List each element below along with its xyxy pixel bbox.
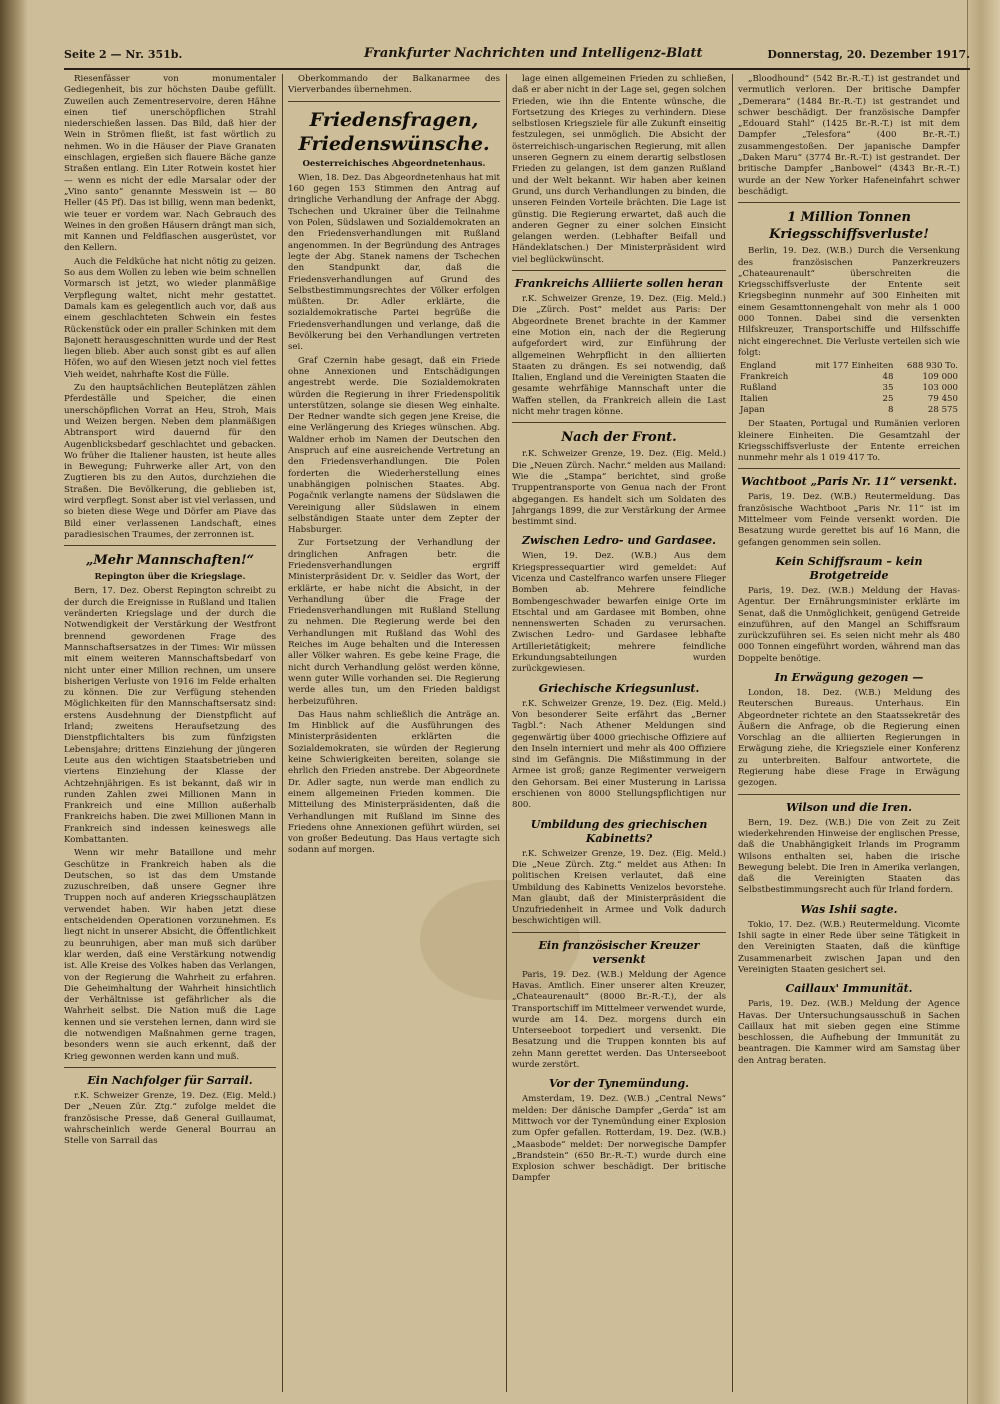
column-rule [506, 74, 507, 1392]
table-row [738, 361, 960, 372]
article-text: Wien, 18. Dez. Das Abgeordnetenhaus hat mit 160 gegen 153 Stimmen den Antrag auf dringliche Verhandlung der Anfrage der Abgg. Tschechen und Ukrainer über die Teilnahme von Polen, Südslawen und Sozialdemokraten an den Friedensverhandlungen mit Rußland angenommen. In der Begründung des Antrages legte der Abg. Stanek namens der Tschechen den Standpunkt dar, daß die Friedensverhandlungen auf Grund des Selbstbestimmungsrechtes der Völker erfolgen müßten. Dr. Adler erklärte, die sozialdemokratische Partei begrüße die Friedensverhandlungen und verlange, daß die Bevölkerung bei den Verhandlungen vertreten sei. [288, 172, 500, 353]
headline: „Mehr Mannschaften!“ [85, 553, 255, 569]
table-row [738, 383, 960, 394]
article-text: Der Staaten, Portugal und Rumänien verloren kleinere Einheiten. Die Gesamtzahl der Kriegsschiffsverluste der Entente erreichen nunmehr mehr als 1 019 417 To. [738, 419, 960, 464]
article-text: Graf Czernin habe gesagt, daß ein Friede ohne Annexionen und Entschädigungen angestrebt werde. Die Sozialdemokraten würden die Regierung in ihrer Friedenspolitik unterstützen, solange sie diesen Weg einhalte. Der Redner wandte sich gegen jene Kreise, die eine Verlängerung des Krieges wünschen. Abg. Waldner erhob im Namen der Deutschen den Anspruch auf eine ausreichende Vertretung an den Friedensverhandlungen. Die Polen forderten die Wiederherstellung eines unabhängigen polnischen Staates. Abg. Pogačnik verlangte namens der Südslawen die Vereinigung aller Südslawen in einem selbständigen Staate unter dem Zepter der Habsburger. [288, 355, 500, 536]
article-text: Auch die Feldküche hat nicht nötig zu geizen. So aus dem Wollen zu leben wie beim schnellen Vormarsch ist jetzt, wo wieder planmäßige Verpflegung waltet, nicht mehr gestattet. Damals kam es gelegentlich auch vor, daß aus einem geschlachteten Schwein ein festes Rückenstück oder ein praller Schinken mit dem Bajonett herausgeschnitten wurde und der Rest liegen blieb. Aber auch sonst gibt es auf allen Höfen, wo auf den Wiesen jetzt noch viel fettes Vieh weidet, nahrhafte Kost die Fülle. [64, 256, 276, 380]
divider [64, 1067, 276, 1068]
subheadline: Oesterreichisches Abgeordnetenhaus. [302, 158, 486, 169]
column-1 [64, 74, 276, 1392]
headline: Was Ishii sagte. [800, 902, 898, 916]
table-cell-land: Japan [740, 405, 765, 416]
divider [288, 101, 500, 102]
article-text: Paris, 19. Dez. (W.B.) Meldung der Agence Havas. Amtlich. Einer unserer alten Kreuzer, „Chateaurenault“ (8000 Br.-R.-T.), der als Transportschiff im Mittelmeer verwendet wurde, wurde am 14. Dez. morgens durch ein Unterseeboot torpediert und versenkt. Die Besatzung und die Truppen konnten bis auf zehn Mann gerettet werden. Das Unterseeboot wurde zerstört. [512, 969, 726, 1071]
page-number: Seite 2 — Nr. 351b. [64, 48, 183, 61]
table-row [738, 394, 960, 405]
headline: Kein Schiffsraum – kein Brotgetreide [775, 554, 923, 582]
table-cell-land: Frankreich [740, 372, 789, 383]
column-4 [738, 74, 960, 1392]
divider [512, 932, 726, 933]
column-rule [732, 74, 733, 1392]
divider [512, 422, 726, 423]
column-3 [512, 74, 726, 1392]
article-text: lage einen allgemeinen Frieden zu schließen, daß er aber nicht in der Lage sei, gegen solchen Frieden, wie ihn die Entente wünsche, die Fortsetzung des Krieges zu verhindern. Diese selbstlosen Kriegsziele für alle Zukunft einseitig festzulegen, sei unmöglich. Die Absicht der österreichisch-ungarischen Regierung, mit allen unseren Gegnern zu einem derartig selbstlosen Frieden zu gelangen, ist dem ganzen Rußland und der Welt bekannt. Wir haben aber keinen Grund, uns durch Verhandlungen zu binden, die unseren Feinden Vorteile brächten. Die Lage ist günstig. Die Regierung erwartet, daß auch die anderen Gegner zu einer solchen Einsicht gelangen werden. (Lebhafter Beifall und Händeklatschen.) Der Ministerpräsident wird viel beglückwünscht. [512, 74, 726, 265]
headline: Wachtboot „Paris Nr. 11“ versenkt. [741, 475, 957, 489]
article-text: Oberkommando der Balkanarmee des Vierverbandes übernehmen. [288, 74, 500, 96]
column-rule [282, 74, 283, 1392]
article-text: London, 18. Dez. (W.B.) Meldung des Reuterschen Bureaus. Unterhaus. Ein Abgeordneter richtete an den Staatssekretär des Äußern die Anfrage, ob die Regierung einen Vorschlag an die alliierten Regierungen in Erwägung ziehe, die Kriegsziele einer Konferenz zu unterbreiten. Balfour antwortete, die Regierung habe diese Frage in Erwägung gezogen. [738, 687, 960, 789]
headline: Zwischen Ledro- und Gardasee. [521, 534, 716, 548]
article-text: r.K. Schweizer Grenze, 19. Dez. (Eig. Meld.) Die „Neue Zürch. Ztg.“ meldet aus Athen: In politischen Kreisen verlautet, daß eine Umbildung des Kabinetts Venizelos bevorstehe. Man glaubt, daß der Ministerpräsident die Unzufriedenheit in Armee und Volk dadurch beschwichtigen will. [512, 848, 726, 927]
table-cell-anzahl: 8 [887, 405, 894, 416]
article-text: r.K. Schweizer Grenze, 19. Dez. (Eig. Meld.) Die „Zürch. Post“ meldet aus Paris: Der Abgeordnete Brenet brachte in der Kammer eine Motion ein, nach der die Regierung aufgefordert wird, zur Einführung der allgemeinen Wehrpflicht in den alliierten Staaten zu drängen. Es sei notwendig, daß Italien, England und die Vereinigten Staaten die gesamte wehrfähige Mannschaft unter die Waffen stellen, da Frankreich allein die Last nicht mehr tragen könne. [512, 294, 726, 418]
page-header [64, 44, 970, 70]
divider [738, 202, 960, 203]
table-cell-to: 688 930 To. [906, 361, 958, 372]
headline: Umbildung des griechischen Kabinetts? [530, 817, 708, 845]
table-cell-land: Rußland [740, 383, 777, 394]
headline: Ein Nachfolger für Sarrail. [87, 1073, 253, 1087]
article-text: Tokio, 17. Dez. (W.B.) Reutermeldung. Vicomte Ishii sagte in einer Rede über seine Tätigkeit in den Vereinigten Staaten, daß die künftige Zusammenarbeit zwischen Japan und den Vereinigten Staaten gesichert sei. [738, 919, 960, 975]
headline: Vor der Tynemündung. [548, 1077, 689, 1091]
article-text: Wien, 19. Dez. (W.B.) Aus dem Kriegspressequartier wird gemeldet: Auf Vicenza und Castelfranco warfen unsere Flieger Bomben ab. Mehrere feindliche Bombengeschwader bewarfen einige Orte im Etschtal und am Gardasee mit Bomben, ohne nennenswerten Schaden zu verursachen. Zwischen Ledro- und Gardasee lebhafte Artillerietätigkeit; mehrere feindliche Erkundungsabteilungen wurden zurückgewiesen. [512, 551, 726, 675]
masthead: Frankfurter Nachrichten und Intelligenz-Blatt [364, 46, 703, 61]
article-text: r.K. Schweizer Grenze, 19. Dez. (Eig. Meld.) Die „Neuen Zürch. Nachr.“ melden aus Mailand: Wie die „Stampa“ berichtet, sind große Truppentransporte von Genua nach der Front abgegangen. Es handelt sich um Soldaten des Jahrgangs 1899, die zur Verstärkung der Armee bestimmt sind. [512, 449, 726, 528]
article-text: Amsterdam, 19. Dez. (W.B.) „Central News“ melden: Der dänische Dampfer „Gerda“ ist am Mittwoch vor der Tynemündung einer Explosion zum Opfer gefallen. Rotterdam, 19. Dez. (W.B.) „Maasbode“ meldet: Der norwegische Dampfer „Brandstein“ (650 Br.-R.-T.) wurde durch eine Explosion schwer beschädigt. Der britische Dampfer [512, 1094, 726, 1184]
table-cell-anzahl: 25 [882, 394, 894, 405]
table-cell-land: Italien [740, 394, 769, 405]
headline: Wilson und die Iren. [786, 800, 912, 814]
table-cell-anzahl: mit 177 Einheiten [815, 361, 894, 372]
losses-table [738, 361, 960, 416]
table-cell-anzahl: 35 [882, 383, 894, 394]
page-right-edge [967, 0, 1000, 1404]
article-text: Paris, 19. Dez. (W.B.) Reutermeldung. Das französische Wachtboot „Paris Nr. 11“ ist im Mittelmeer vom Feinde versenkt worden. Die Besatzung wurde gerettet bis auf 16 Mann, die gefangen genommen sein sollen. [738, 492, 960, 548]
article-text: Bern, 17. Dez. Oberst Repington schreibt zu der durch die Ereignisse in Rußland und Italien veränderten Kriegslage und der durch die Notwendigkeit der Verstärkung der Westfront brennend gewordenen Frage des Mannschaftsersatzes in der Times: Wir müssen mit einem weiteren Mannschaftsbedarf von nicht unter einer Million rechnen, um unsere bisherigen Verluste von 1916 im Felde erhalten zu können. Die zur Verfügung stehenden Möglichkeiten für den Mannschaftsersatz sind: erstens Ausdehnung der Dienstpflicht auf Irland; zweitens Heraufsetzung des Dienstpflichtalters bis zum fünfzigsten Lebensjahre; drittens Einziehung der jüngeren Leute aus den wichtigen Staatsbetrieben und viertens Einziehung der Klasse der Achtzehnjährigen. Es ist bekannt, daß wir in runden Zahlen zwei Millionen Mann in Frankreich und eine Million außerhalb Frankreichs haben. Die zwei Millionen Mann in Frankreich sind indessen keineswegs alle Kombattanten. [64, 586, 276, 845]
article-text: Berlin, 19. Dez. (W.B.) Durch die Versenkung des französischen Panzerkreuzers „Chateaurenault“ überschreiten die Kriegsschiffsverluste der Entente seit Kriegsbeginn nunmehr auf 300 Einheiten mit einem Gesamttonnengehalt von mehr als 1 000 000 Tonnen. Dabei sind die versenkten Hilfskreuzer, Transportschiffe und Hilfsschiffe nicht eingerechnet. Die Verluste verteilen sich wie folgt: [738, 246, 960, 358]
article-text: r.K. Schweizer Grenze, 19. Dez. (Eig. Meld.) Von besonderer Seite erfährt das „Berner Tagbl.“: Nach Athener Meldungen sind gegenwärtig über 4000 griechische Offiziere auf den Inseln interniert und mehr als 400 Offiziere sind im Gefängnis. Die Mißstimmung in der Armee ist groß; ganze Regimenter verweigern den Gehorsam. Bei einer Musterung in Larissa erschienen von 8000 Stellungspflichtigen nur 800. [512, 698, 726, 811]
headline: Frankreichs Alliierte sollen heran [514, 277, 724, 291]
headline: Caillaux' Immunität. [785, 982, 913, 996]
subheadline: Repington über die Kriegslage. [94, 572, 246, 583]
article-text: Paris, 19. Dez. (W.B.) Meldung der Havas-Agentur. Der Ernährungsminister erklärte im Senat, daß die Unmöglichkeit, genügend Getreide einzuführen, auf den Mangel an Schiffsraum zurückzuführen sei. Es seien nicht mehr als 480 000 Tonnen eingeführt worden, während man das Doppelte benötige. [738, 585, 960, 664]
headline: 1 Million Tonnen Kriegsschiffsverluste! [769, 210, 929, 243]
table-cell-to: 103 000 [922, 383, 958, 394]
table-cell-land: England [740, 361, 777, 372]
table-cell-anzahl: 48 [882, 372, 894, 383]
page-left-edge [0, 0, 28, 1404]
issue-date: Donnerstag, 20. Dezember 1917. [767, 48, 970, 61]
table-row [738, 372, 960, 383]
article-text: Das Haus nahm schließlich die Anträge an. Im Hinblick auf die Ausführungen des Ministerpräsidenten erklärten die Sozialdemokraten, sie würden der Regierung keine Schwierigkeiten bereiten, solange sie ehrlich den Frieden anstrebe. Der Abgeordnete Dr. Adler sagte, nun werde man endlich zu einem allgemeinen Frieden kommen. Die Mitteilung des Ministerpräsidenten, daß die Verhandlungen mit Rußland im Sinne des Friedens ohne Annexionen geführt würden, sei von großer Bedeutung. Das Haus vertagte sich sodann auf morgen. [288, 709, 500, 856]
divider [64, 545, 276, 546]
table-cell-to: 28 575 [927, 405, 958, 416]
headline: In Erwägung gezogen — [774, 670, 924, 684]
article-text: r.K. Schweizer Grenze, 19. Dez. (Eig. Meld.) Der „Neuen Zür. Ztg.“ zufolge meldet die französische Presse, daß General Guillaumat, wahrscheinlich werde General Bourrau an Stelle von Sarrail das [64, 1090, 276, 1147]
divider [738, 794, 960, 795]
headline: Griechische Kriegsunlust. [538, 681, 700, 695]
table-cell-to: 109 000 [922, 372, 958, 383]
article-text: Bern, 19. Dez. (W.B.) Die von Zeit zu Zeit wiederkehrenden Hinweise der englischen Presse, daß die Unabhängigkeit Irlands im Programm Wilsons enthalten sei, haben die irische Bewegung belebt. Die Iren in Amerika verlangen, daß die Vereinigten Staaten das Selbstbestimmungsrecht auch für Irland fordern. [738, 817, 960, 896]
article-text: „Bloodhound“ (542 Br.-R.-T.) ist gestrandet und vermutlich verloren. Der britische Dampfer „Demerara“ (1484 Br.-R.-T.) ist gestrandet und schwer beschädigt. Der französische Dampfer „Edouard Stahl“ (1425 Br.-R.-T.) ist mit dem Dampfer „Telesfora“ (400 Br.-R.-T.) zusammengestoßen. Der japanische Dampfer „Daken Maru“ (3774 Br.-R.-T.) ist gestrandet. Der britische Dampfer „Banbowel“ (4343 Br.-R.-T.) wurde an der New Yorker Hafeneinfahrt schwer beschädigt. [738, 74, 960, 197]
article-text: Zur Fortsetzung der Verhandlung der dringlichen Anfragen betr. die Friedensverhandlungen ergriff Ministerpräsident Dr. v. Seidler das Wort, der erklärte, er habe nicht die Absicht, in der Verhandlung über die Frage der Friedensverhandlungen mit Rußland Stellung zu nehmen. Die Regierung werde bei den Verhandlungen mit Rußland das Wohl des Reiches im Auge behalten und die Interessen aller Völker wahren. Es gebe keine Frage, die nicht durch Verhandlung gelöst werden könne, wenn guter Wille vorhanden sei. Die Regierung werde alles tun, um den Frieden baldigst herbeizuführen. [288, 538, 500, 707]
headline: Nach der Front. [561, 430, 677, 446]
divider [512, 270, 726, 271]
article-text: Zu den hauptsächlichen Beuteplätzen zählen Pferdeställe und Speicher, die einen unerschöpflichen Vorrat an Heu, Stroh, Mais und Weizen bergen. Neben dem planmäßigen Abtransport wird dauernd für den Augenblicksbedarf geschlachtet und gebacken. Wo früher die Italiener hausten, ist heute alles in Bewegung; Fuhrwerke aller Art, von den Zugtieren bis zu den Autos, durchziehen die Straßen. Die Bevölkerung, die geblieben ist, wird verpflegt. Sonst aber ist viel verlassen, und so bieten diese Wege und Dörfer am Piave das Bild einer verlassenen Landschaft, eines paradiesischen Traumes, der zerronnen ist. [64, 383, 276, 540]
headline: Ein französischer Kreuzer versenkt [538, 938, 700, 966]
table-cell-to: 79 450 [927, 394, 958, 405]
article-text: Riesenfässer von monumentaler Gediegenheit, bis zur höchsten Daube gefüllt. Zuweilen auch Zementreservoire, deren Hähne einen tief unerschöpflichen Strahl niederschießen lassen. Das Bild, daß hier der Wein in Strömen fließt, ist fast wörtlich zu nehmen. Wo in die Häuser der Piave Granaten einschlagen, ergießen sich flauere Bäche ganze Straßen entlang. Ein Liter Rotwein kostet hier — wenn es nicht der edle Marsalar oder der „Vino santo“ genannte Messwein ist — 80 Heller (45 Pf). Das ist billig, wenn man bedenkt, wie teuer er vordem war. Nach Gebrauch des Weines in den großen Häusern drängt man sich, mit Kannen und Feldflaschen ausgerüstet, vor den Kellern. [64, 74, 276, 254]
table-row [738, 405, 960, 416]
column-2 [288, 74, 500, 1392]
headline: Friedensfragen, Friedenswünsche. [298, 108, 490, 155]
divider [738, 468, 960, 469]
article-text: Paris, 19. Dez. (W.B.) Meldung der Agence Havas. Der Untersuchungsausschuß in Sachen Caillaux hat mit sieben gegen eine Stimme beschlossen, die Aufhebung der Immunität zu beantragen. Die Kammer wird am Samstag über den Antrag beraten. [738, 999, 960, 1066]
article-text: Wenn wir mehr Bataillone und mehr Geschütze in Frankreich haben als die Deutschen, so ist das dem Umstande zuzuschreiben, daß unsere Gegner ihre Truppen noch auf anderen Kriegsschauplätzen verwendet haben. Wir haben jetzt diese entscheidenden Operationen vorzunehmen. Es liegt nicht in unserer Absicht, die Öffentlichkeit zu beunruhigen, aber man muß sich darüber klar werden, daß eine Verstärkung notwendig ist. Alle Kreise des Volkes haben das Verlangen, von der Regierung die Wahrheit zu erfahren. Die Geheimhaltung der Wahrheit hinsichtlich der Verhältnisse ist gefährlicher als die Wahrheit selbst. Die Nation muß die Lage kennen und sie verstehen lernen, dann wird sie die notwendigen Maßnahmen gerne tragen, besonders wenn sie auch erkennt, daß der Krieg gewonnen werden kann und muß. [64, 848, 276, 1062]
